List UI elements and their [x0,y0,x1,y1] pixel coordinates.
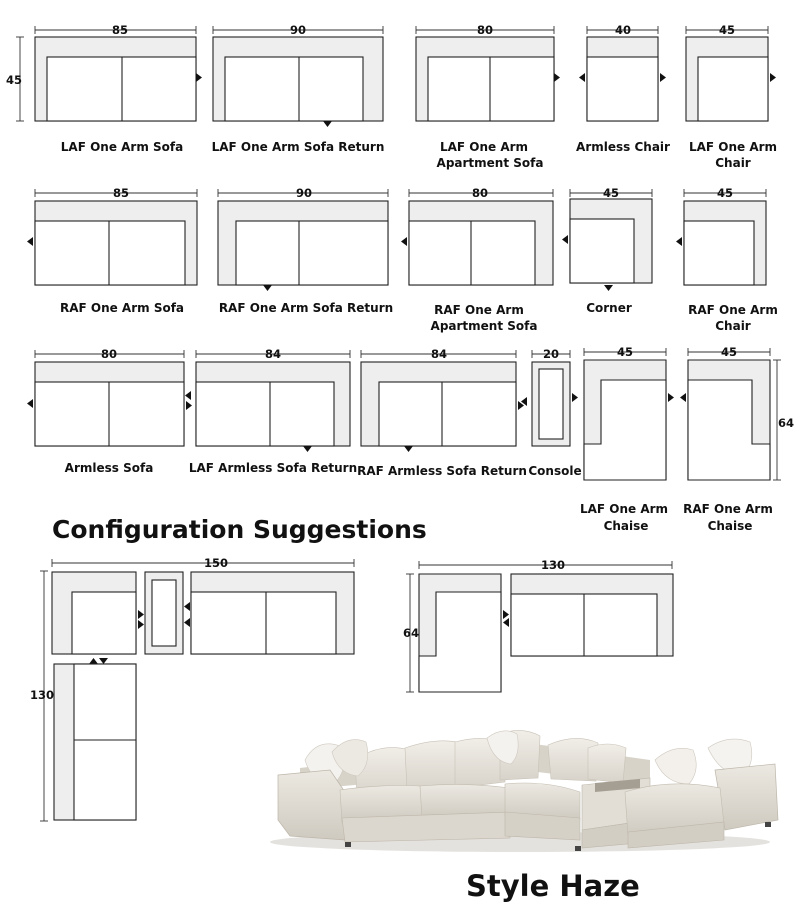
width-label: 80 [476,23,494,37]
piece-corner [562,186,652,315]
width-label: 80 [100,347,118,361]
product-title: Style Haze [466,869,640,903]
piece-console [521,347,582,478]
piece-label: RAF One Arm Apartment Sofa [430,303,538,333]
connector-arrow-icon [186,401,192,410]
connector-arrow-icon [138,620,144,629]
piece-laf-one-arm-apartment-sofa [416,23,560,170]
piece-label: Armless Chair [576,140,670,154]
connector-arrow-icon [27,237,33,246]
connector-arrow-icon [185,391,191,400]
piece-raf-one-arm-sofa-return [218,186,393,315]
piece-label: LAF One Arm Sofa Return [211,140,385,154]
piece-laf-one-arm-sofa-return [212,23,385,154]
connector-arrow-icon [196,73,202,82]
width-label: 40 [614,23,632,37]
width-label: 90 [289,23,307,37]
connector-arrow-icon [89,658,98,664]
width-label: 130 [540,558,566,572]
width-label: 150 [203,556,229,570]
connector-arrow-icon [554,73,560,82]
connector-arrow-icon [404,446,413,452]
connector-arrow-icon [680,393,686,402]
connector-arrow-icon [401,237,407,246]
piece-label: LAF One Arm Apartment Sofa [436,140,544,170]
width-label: 20 [542,347,560,361]
connector-arrow-icon [660,73,666,82]
connector-arrow-icon [668,393,674,402]
piece-raf-one-arm-chair [676,186,778,333]
connector-arrow-icon [572,393,578,402]
depth-label: 130 [30,688,55,702]
width-label: 45 [716,186,734,200]
piece-label: Console [528,464,582,478]
connector-arrow-icon [604,285,613,291]
connector-arrow-icon [184,602,190,611]
connector-arrow-icon [770,73,776,82]
piece-laf-one-arm-sofa [6,23,202,154]
sofa-photo-illustration [270,730,778,852]
piece-label: LAF One Arm Chaise [579,502,669,533]
connector-arrow-icon [503,610,509,619]
piece-label: Corner [586,301,632,315]
depth-label: 64 [778,416,795,430]
piece-raf-one-arm-apartment-sofa [401,186,553,333]
piece-label: RAF One Arm Sofa [59,301,185,315]
piece-laf-one-arm-chaise [580,345,674,533]
piece-armless-chair [576,23,670,154]
piece-label: Armless Sofa [64,461,154,475]
piece-label: LAF One Arm Chair [688,140,778,170]
width-label: 85 [111,23,129,37]
width-label: 84 [264,347,282,361]
piece-label: RAF One Arm Chair [688,303,778,333]
connector-arrow-icon [503,618,509,627]
depth-label: 45 [6,73,23,87]
piece-raf-one-arm-sofa [27,186,197,315]
piece-label: RAF One Arm Sofa Return [218,301,394,315]
width-label: 45 [718,23,736,37]
piece-laf-one-arm-chair [686,23,777,170]
config-title: Configuration Suggestions [52,515,427,544]
connector-arrow-icon [99,658,108,664]
width-label: 85 [112,186,130,200]
piece-armless-sofa [27,347,184,475]
width-label: 45 [720,345,738,359]
connector-arrow-icon [27,399,33,408]
piece-laf-armless-sofa-return [185,347,357,475]
connector-arrow-icon [323,121,332,127]
width-label: 45 [602,186,620,200]
piece-label: LAF One Arm Sofa [60,140,184,154]
connector-arrow-icon [138,610,144,619]
depth-label: 64 [403,626,420,640]
connector-arrow-icon [562,235,568,244]
piece-label: RAF Armless Sofa Return [357,464,527,478]
piece-raf-armless-sofa-return [357,347,527,478]
piece-raf-one-arm-chaise [680,345,794,533]
width-label: 90 [295,186,313,200]
config-chaise-sofa [403,558,673,692]
width-label: 80 [471,186,489,200]
piece-label: LAF Armless Sofa Return [188,461,358,475]
connector-arrow-icon [579,73,585,82]
connector-arrow-icon [676,237,682,246]
width-label: 84 [430,347,448,361]
width-label: 45 [616,345,634,359]
connector-arrow-icon [263,285,272,291]
connector-arrow-icon [184,618,190,627]
piece-label: RAF One Arm Chaise [683,502,773,533]
connector-arrow-icon [303,446,312,452]
